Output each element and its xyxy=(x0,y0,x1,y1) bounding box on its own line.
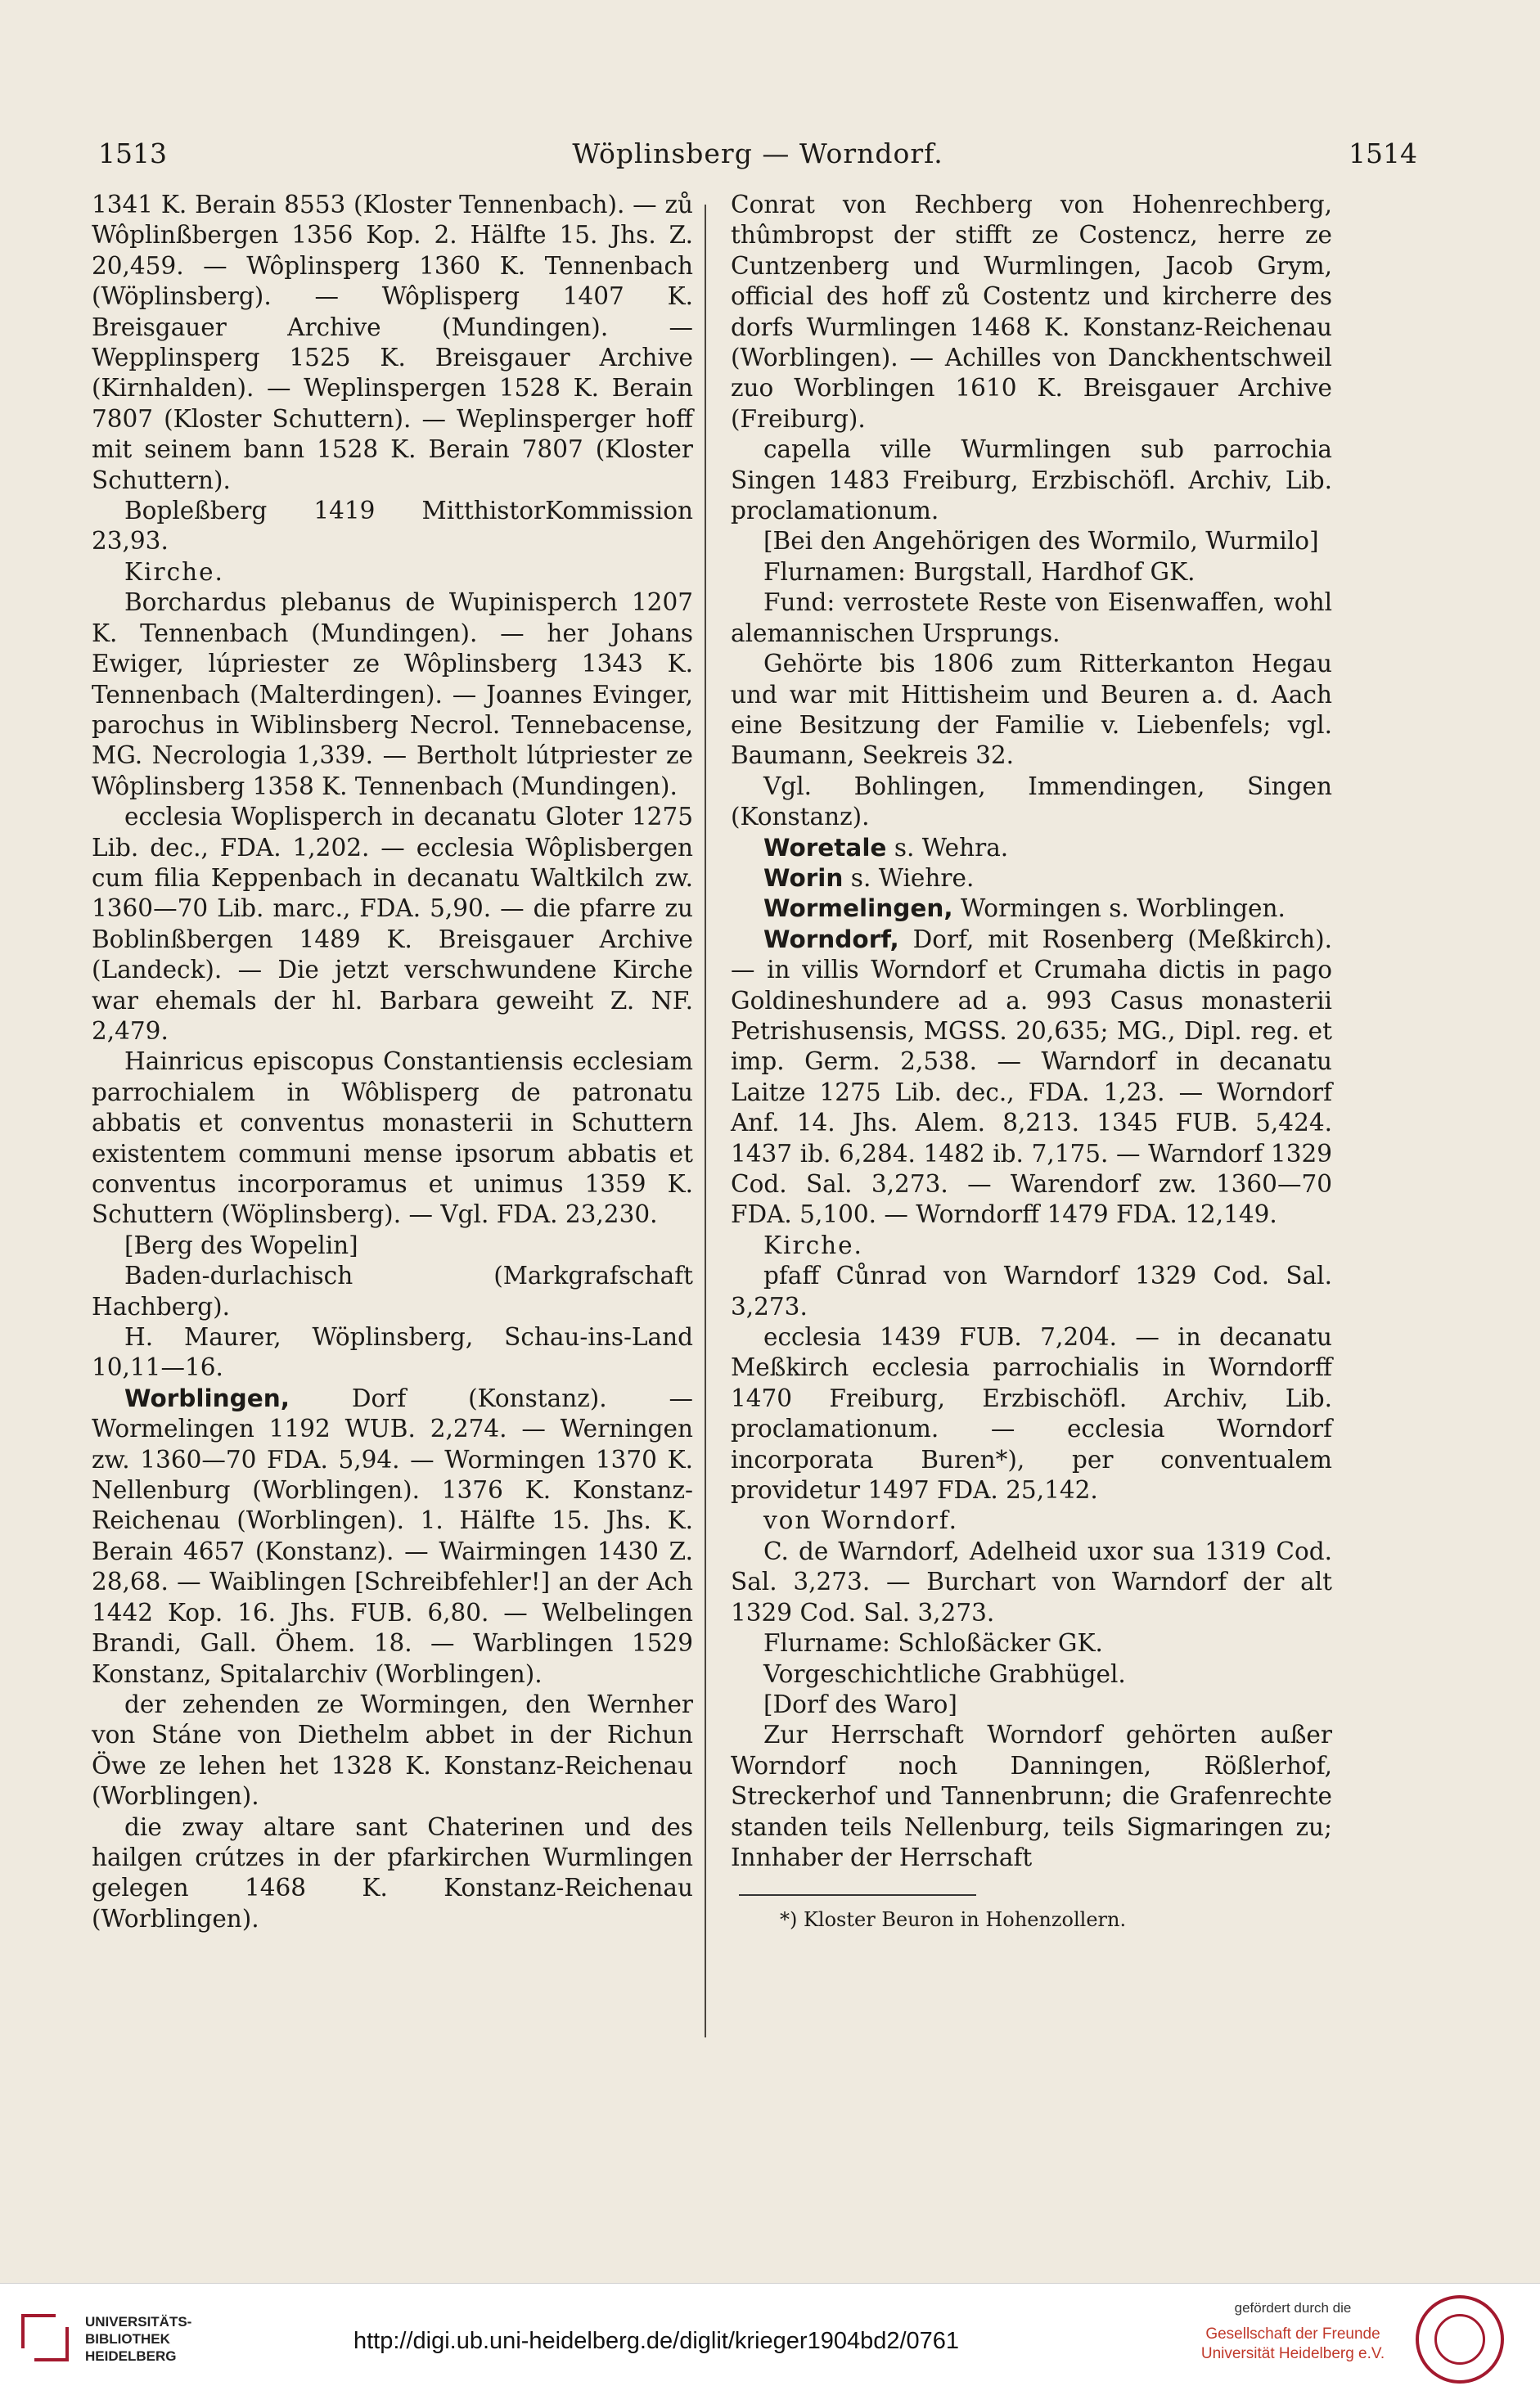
paragraph xyxy=(92,1812,693,1935)
paragraph xyxy=(92,496,693,557)
right-column-body xyxy=(731,190,1332,1873)
paragraph xyxy=(731,1690,1332,1720)
paragraph-text: Dorf (Konstanz). — Wormelingen 1192 WUB. 2,274. — Werningen zw. 1360—70 FDA. 5,94. — Wormingen 1370 K. Nellenburg (Worblingen). 1376 K. Konstanz-Reichenau (Worblingen). 1. Hälfte 15. Jhs. K. Berain 4657 (Konstanz). — Wairmingen 1430 Z. 28,68. — Waiblingen [Schreibfehler!] an der Ach 1442 Kop. 16. Jhs. FUB. 6,80. — Welbelingen Brandi, Gall. Öhem. 18. — Warblingen 1529 Konstanz, Spitalarchiv (Worblingen). xyxy=(92,1384,693,1688)
paragraph-text: 1341 K. Berain 8553 (Kloster Tennenbach). — zů Wôplinßbergen 1356 Kop. 2. Hälfte 15. Jhs. Z. 20,459. — Wôplinsperg 1360 K. Tennenbach (Wöplinsberg). — Wôplisperg 1407 K. Breisgauer Archive (Mundingen). — Wepplinsperg 1525 K. Breisgauer Archive (Kirnhalden). — Weplinspergen 1528 K. Berain 7807 (Kloster Schuttern). — Weplinsperger hoff mit seinem bann 1528 K. Berain 7807 (Kloster Schuttern). xyxy=(92,191,693,494)
paragraph-text: [Bei den Angehörigen des Wormilo, Wurmilo] xyxy=(763,527,1319,556)
paragraph xyxy=(92,587,693,802)
paragraph-text: die zway altare sant Chaterinen und des hailgen crútzes in der pfarkirchen Wurmlingen gelegen 1468 K. Konstanz-Reichenau (Worblingen). xyxy=(92,1812,693,1933)
library-name-line1: UNIVERSITÄTS- xyxy=(85,2314,192,2330)
paragraph-text: Zur Herrschaft Worndorf gehörten außer Worndorf noch Danningen, Rößlerhof, Streckerhof und Tannenbrunn; die Grafenrechte standen teils Nellenburg, teils Sigmaringen zu; Innhaber der Herrschaft xyxy=(731,1721,1332,1871)
paragraph-text: Fund: verrostete Reste von Eisenwaffen, wohl alemannischen Ursprungs. xyxy=(731,588,1332,647)
paragraph-text: ecclesia Woplisperch in decanatu Gloter 1275 Lib. dec., FDA. 1,202. — ecclesia Wôplisbergen cum filia Keppenbach in decanatu Waltkilch zw. 1360—70 Lib. marc., FDA. 5,90. — die pfarre zu Boblinßbergen 1489 K. Breisgauer Archive (Landeck). — Die jetzt verschwundene Kirche war ehemals der hl. Barbara geweiht Z. NF. 2,479. xyxy=(92,803,693,1045)
paragraph xyxy=(92,1690,693,1812)
left-column xyxy=(92,190,693,1934)
footnote: *) Kloster Beuron in Hohenzollern. xyxy=(780,1908,1127,1932)
paragraph-text: Hainricus episcopus Constantiensis ecclesiam parrochialem in Wôblisperg de patronatu abbatis et conventus monasterii in Schuttern existentem communi mense ipsorum abbatis et conventus incorporamus et unimus 1359 K. Schuttern (Wöplinsberg). — Vgl. FDA. 23,230. xyxy=(92,1047,693,1229)
lemma-headword: Wormelingen, xyxy=(763,894,953,923)
right-column xyxy=(731,190,1332,1932)
paragraph xyxy=(731,557,1332,587)
lemma-entry xyxy=(731,833,1332,863)
paragraph-text: Baden-durlachisch (Markgrafschaft Hachberg). xyxy=(92,1262,693,1321)
paragraph xyxy=(731,587,1332,649)
paragraph xyxy=(731,1231,1332,1261)
library-logo-icon xyxy=(21,2314,72,2365)
paragraph-text: von Worndorf. xyxy=(763,1506,958,1535)
paragraph xyxy=(731,1506,1332,1536)
paragraph-text: Vorgeschichtliche Grabhügel. xyxy=(763,1659,1126,1688)
paragraph-text: s. Wiehre. xyxy=(843,863,975,892)
paragraph xyxy=(92,1047,693,1230)
paragraph xyxy=(92,1231,693,1261)
paragraph xyxy=(92,190,693,496)
library-name-line3: HEIDELBERG xyxy=(85,2348,177,2364)
paragraph-text: s. Wehra. xyxy=(886,833,1009,862)
permalink-url[interactable]: http://digi.ub.uni-heidelberg.de/diglit/krieger1904bd2/0761 xyxy=(353,2328,960,2354)
paragraph xyxy=(731,1322,1332,1506)
paragraph-text: capella ville Wurmlingen sub parrochia Singen 1483 Freiburg, Erzbischöfl. Archiv, Lib. proclamationum. xyxy=(731,435,1332,525)
page-number-right: 1514 xyxy=(1349,137,1417,169)
paragraph-text: pfaff Cůnrad von Warndorf 1329 Cod. Sal. 3,273. xyxy=(731,1262,1332,1321)
paragraph xyxy=(92,557,693,587)
page-header xyxy=(98,133,1417,173)
lemma-headword: Woretale xyxy=(763,833,887,862)
paragraph-text: Dorf, mit Rosenberg (Meßkirch). — in villis Worndorf et Crumaha dictis in pago Goldineshundere ad a. 993 Casus monasterii Petrishusensis, MGSS. 20,635; MG., Dipl. reg. et imp. Germ. 2,538. — Warndorf in decanatu Laitze 1275 Lib. dec., FDA. 1,23. — Worndorf Anf. 14. Jhs. Alem. 8,213. 1345 FUB. 5,424. 1437 ib. 6,284. 1482 ib. 7,175. — Warndorf 1329 Cod. Sal. 3,273. — Warendorf zw. 1360—70 FDA. 5,100. — Worndorff 1479 FDA. 12,149. xyxy=(731,925,1332,1229)
lemma-entry xyxy=(731,925,1332,1231)
paragraph xyxy=(92,1322,693,1384)
paragraph xyxy=(92,1261,693,1322)
lemma-headword: Worblingen, xyxy=(124,1384,290,1412)
lemma-entry xyxy=(731,894,1332,924)
paragraph-text: Flurname: Schloßäcker GK. xyxy=(763,1629,1103,1658)
paragraph xyxy=(731,772,1332,833)
lemma-headword: Worin xyxy=(763,863,844,892)
paragraph xyxy=(92,802,693,1047)
column-divider xyxy=(705,205,706,2037)
paragraph xyxy=(731,1537,1332,1628)
paragraph-text: Vgl. Bohlingen, Immendingen, Singen (Konstanz). xyxy=(731,772,1332,831)
paragraph xyxy=(731,1261,1332,1322)
paragraph-text: Conrat von Rechberg von Hohenrechberg, thûmbropst der stifft ze Costencz, herre ze Cuntzenberg und Wurmlingen, Jacob Grym, official des hoff zů Costentz und kircherre des dorfs Wurmlingen 1468 K. Konstanz-Reichenau (Worblingen). — Achilles von Danckhentschweil zuo Worblingen 1610 K. Breisgauer Archive (Freiburg). xyxy=(731,191,1332,433)
paragraph xyxy=(731,1628,1332,1659)
sponsor-link[interactable] xyxy=(1187,2300,1399,2364)
lemma-headword: Worndorf, xyxy=(763,925,899,953)
paragraph-text: Flurnamen: Burgstall, Hardhof GK. xyxy=(763,557,1196,586)
paragraph xyxy=(731,190,1332,434)
running-title: Wöplinsberg — Worndorf. xyxy=(572,137,943,169)
university-seal-icon[interactable] xyxy=(1416,2295,1504,2384)
paragraph xyxy=(731,434,1332,526)
paragraph-text: Borchardus plebanus de Wupinisperch 1207 K. Tennenbach (Mundingen). — her Johans Ewiger, lúpriester ze Wôplinsberg 1343 K. Tennenbach (Malterdingen). — Joannes Evinger, parochus in Wiblinsberg Necrol. Tennebacense, MG. Necrologia 1,339. — Bertholt lútpriester ze Wôplinsberg 1358 K. Tennenbach (Mundingen). xyxy=(92,588,693,800)
paragraph-text: Wormingen s. Worblingen. xyxy=(952,894,1286,923)
lemma-entry xyxy=(731,863,1332,894)
paragraph xyxy=(731,1659,1332,1690)
paragraph-text: C. de Warndorf, Adelheid uxor sua 1319 Cod. Sal. 3,273. — Burchart von Warndorf der alt 1329 Cod. Sal. 3,273. xyxy=(731,1537,1332,1627)
paragraph-text: H. Maurer, Wöplinsberg, Schau-ins-Land 10,11—16. xyxy=(92,1323,693,1382)
paragraph-text: Kirche. xyxy=(763,1231,863,1259)
page-number-left: 1513 xyxy=(98,137,167,169)
paragraph-text: [Berg des Wopelin] xyxy=(124,1231,358,1259)
paragraph xyxy=(731,526,1332,556)
paragraph-text: der zehenden ze Wormingen, den Wernher von Stáne von Diethelm abbet in der Richun Öwe ze lehen het 1328 K. Konstanz-Reichenau (Worblingen). xyxy=(92,1690,693,1811)
sponsor-name-line1: Gesellschaft der Freunde xyxy=(1205,2325,1380,2343)
paragraph-text: Boplеßberg 1419 MitthistorKommission 23,93. xyxy=(92,497,693,556)
paragraph-text: ecclesia 1439 FUB. 7,204. — in decanatu Meßkirch ecclesia parrochialis in Worndorff 1470 Freiburg, Erzbischöfl. Archiv, Lib. proclamationum. — ecclesia Worndorf incorporata Buren*), per conventualem providetur 1497 FDA. 25,142. xyxy=(731,1323,1332,1505)
library-name-line2: BIBLIOTHEK xyxy=(85,2331,170,2347)
sponsor-name-line2: Universität Heidelberg e.V. xyxy=(1200,2345,1385,2362)
paragraph-text: Kirche. xyxy=(124,557,224,586)
paragraph xyxy=(731,649,1332,772)
footnote-rule xyxy=(739,1894,976,1896)
paragraph xyxy=(731,1720,1332,1873)
lemma-entry xyxy=(92,1384,693,1690)
sponsor-caption: gefördert durch die xyxy=(1234,2300,1352,2316)
library-name xyxy=(85,2313,191,2365)
paragraph-text: Gehörte bis 1806 zum Ritterkanton Hegau und war mit Hittisheim und Beuren a. d. Aach eine Besitzung der Familie v. Liebenfels; vgl. Baumann, Seekreis 32. xyxy=(731,650,1332,770)
paragraph-text: [Dorf des Waro] xyxy=(763,1690,957,1718)
library-logo-link[interactable] xyxy=(21,2313,191,2365)
viewer-footer xyxy=(0,2283,1540,2395)
